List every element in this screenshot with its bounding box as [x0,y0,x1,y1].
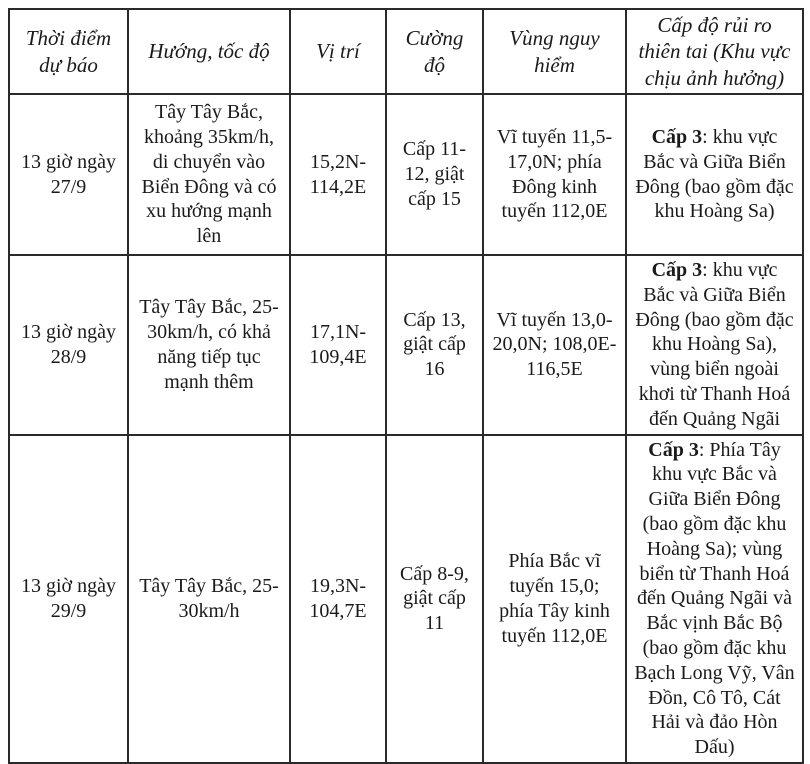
direction-speed-cell: Tây Tây Bắc, 25-30km/h, có khả năng tiếp tục mạnh thêm [128,255,290,435]
direction-speed-cell: Tây Tây Bắc, 25-30km/h [128,435,290,763]
table-row [9,255,803,435]
direction-speed-cell: Tây Tây Bắc, khoảng 35km/h, di chuyển vào Biển Đông và có xu hướng mạnh lên [128,94,290,255]
danger-zone-cell: Vĩ tuyến 11,5-17,0N; phía Đông kinh tuyến 112,0E [483,94,626,255]
table-row [9,435,803,763]
forecast-time-cell: 13 giờ ngày 29/9 [9,435,128,763]
risk-level-cell [626,435,803,763]
table-header-row [9,9,803,94]
header-risk-level: Cấp độ rủi ro thiên tai (Khu vực chịu ảnh hưởng) [626,9,803,94]
risk-level-badge: Cấp 3 [651,125,703,148]
risk-level-cell [626,255,803,435]
danger-zone-cell: Phía Bắc vĩ tuyến 15,0; phía Tây kinh tuyến 112,0E [483,435,626,763]
position-cell: 15,2N-114,2E [290,94,386,255]
risk-area-text: : Phía Tây khu vực Bắc và Giữa Biển Đông (bao gồm đặc khu Hoàng Sa); vùng biển từ Thanh Hoá đến Quảng Ngãi và Bắc vịnh Bắc Bộ (bao gồm đặc khu Bạch Long Vỹ, Vân Đồn, Cô Tô, Cát Hải và đảo Hòn Dấu) [634,438,795,759]
risk-level-badge: Cấp 3 [648,438,699,461]
forecast-time-cell: 13 giờ ngày 27/9 [9,94,128,255]
risk-area-text: : khu vực Bắc và Giữa Biển Đông (bao gồm đặc khu Hoàng Sa) [635,125,794,223]
storm-forecast-table [8,8,804,764]
risk-level-badge: Cấp 3 [651,259,703,281]
table-row [9,94,803,255]
header-intensity: Cường độ [386,9,483,94]
intensity-cell: Cấp 8-9, giật cấp 11 [386,435,483,763]
header-forecast-time: Thời điểm dự báo [9,9,128,94]
danger-zone-cell: Vĩ tuyến 13,0-20,0N; 108,0E-116,5E [483,255,626,435]
risk-level-cell [626,94,803,255]
intensity-cell: Cấp 11-12, giật cấp 15 [386,94,483,255]
forecast-time-cell: 13 giờ ngày 28/9 [9,255,128,435]
header-position: Vị trí [290,9,386,94]
position-cell: 19,3N-104,7E [290,435,386,763]
risk-area-text: : khu vực Bắc và Giữa Biển Đông (bao gồm đặc khu Hoàng Sa), vùng biển ngoài khơi từ Thanh Hoá đến Quảng Ngãi [635,259,794,430]
header-direction-speed: Hướng, tốc độ [128,9,290,94]
intensity-cell: Cấp 13, giật cấp 16 [386,255,483,435]
position-cell: 17,1N-109,4E [290,255,386,435]
header-danger-zone: Vùng nguy hiểm [483,9,626,94]
